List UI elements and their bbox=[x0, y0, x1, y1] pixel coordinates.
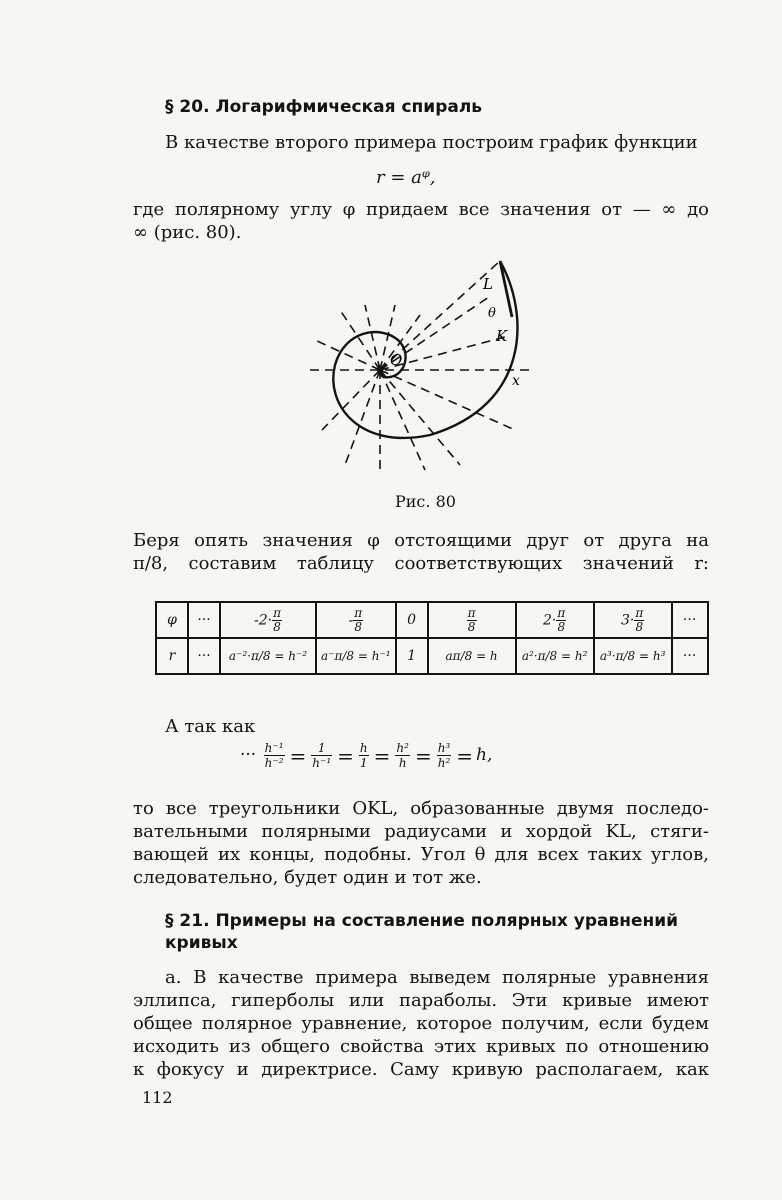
table-cell: - $\frac{\pi}{8}$ bbox=[316, 602, 396, 638]
section-20-title: § 20. Логарифмическая спираль bbox=[165, 97, 483, 117]
table-cell: ··· bbox=[672, 602, 708, 638]
paragraph-5-line: исходить из общего свойства этих кривых по отношению bbox=[133, 1036, 709, 1057]
paragraph-1 bbox=[133, 198, 709, 244]
paragraph-4-line: то все треугольники OKL, образованные двумя последо- bbox=[133, 798, 709, 819]
table-cell: ··· bbox=[188, 638, 220, 674]
paragraph-5-line: а. В качестве примера выведем полярные уравнения bbox=[165, 967, 709, 988]
table-cell: a⁻²·π/8 = h⁻² bbox=[220, 638, 316, 674]
table-cell: 0 bbox=[396, 602, 428, 638]
paragraph-2 bbox=[133, 529, 709, 575]
paragraph-5-line: общее полярное уравнение, которое получим, если будем bbox=[133, 1013, 709, 1034]
table-row bbox=[156, 602, 708, 638]
ratio-chain: ··· $\frac{\text{h⁻¹}}{\text{h⁻²}}$ = $\frac{1}{\text{h⁻¹}}$ = $\frac{h}{1}$ = $\frac{\text{h²}}{h}$ = $\frac{\text{h³}}{\text{h²}}$ = h, bbox=[240, 741, 493, 770]
table-cell: 1 bbox=[396, 638, 428, 674]
phi-r-table bbox=[155, 601, 709, 675]
paragraph-4-line: следовательно, будет один и тот же. bbox=[133, 867, 482, 888]
table-cell: r bbox=[156, 638, 188, 674]
paragraph-2-line: π/8, составим таблицу соответствующих значений r: bbox=[133, 553, 709, 574]
intro-text: В качестве второго примера построим график функции bbox=[165, 132, 698, 153]
radius-line bbox=[322, 370, 380, 430]
paragraph-5 bbox=[133, 966, 709, 1081]
table-cell: ··· bbox=[672, 638, 708, 674]
chain-tail: h, bbox=[476, 745, 493, 765]
table-cell: ··· bbox=[188, 602, 220, 638]
paragraph-4 bbox=[133, 797, 709, 889]
radius-line bbox=[365, 305, 380, 370]
label-x: x bbox=[512, 373, 520, 389]
section-21-title: § 21. Примеры на составление полярных уравнений bbox=[165, 911, 679, 931]
paragraph-4-line: вательными полярными радиусами и хордой KL, стяги- bbox=[133, 821, 709, 842]
radius-line bbox=[380, 370, 425, 470]
chord-KL bbox=[500, 261, 512, 317]
spiral-formula: r = aᵠ, bbox=[376, 167, 436, 188]
table-cell: φ bbox=[156, 602, 188, 638]
table-cell: a²·π/8 = h² bbox=[516, 638, 594, 674]
table-row bbox=[156, 638, 708, 674]
figure-caption: Рис. 80 bbox=[395, 492, 456, 511]
paragraph-2-line: Беря опять значения φ отстоящими друг от друга на bbox=[133, 530, 709, 551]
chain-fraction: $\frac{h}{1}$ bbox=[359, 741, 368, 770]
label-O: O bbox=[390, 351, 403, 369]
table-cell: -2· $\frac{\pi}{8}$ bbox=[220, 602, 316, 638]
chain-lead: ··· bbox=[240, 745, 257, 765]
label-L: L bbox=[483, 275, 493, 293]
table-cell: a⁻π/8 = h⁻¹ bbox=[316, 638, 396, 674]
radius-line bbox=[380, 370, 515, 430]
origin-point bbox=[377, 367, 383, 373]
chain-fraction: $\frac{\text{h²}}{h}$ bbox=[396, 741, 409, 770]
section-21-title-cont: кривых bbox=[165, 933, 238, 953]
paragraph-4-line: вающей их концы, подобны. Угол θ для всех таких углов, bbox=[133, 844, 709, 865]
label-theta: θ bbox=[488, 306, 496, 321]
paragraph-5-line: к фокусу и директрисе. Саму кривую располагаем, как bbox=[133, 1059, 709, 1080]
table-cell: 2· $\frac{\pi}{8}$ bbox=[516, 602, 594, 638]
chain-fraction: $\frac{1}{\text{h⁻¹}}$ bbox=[312, 741, 332, 770]
paragraph-1-line: ∞ (рис. 80). bbox=[133, 222, 242, 243]
table-cell: 3· $\frac{\pi}{8}$ bbox=[594, 602, 672, 638]
radius-line bbox=[380, 370, 460, 465]
table-cell: aπ/8 = h bbox=[428, 638, 516, 674]
page-number: 112 bbox=[142, 1088, 173, 1107]
table-cell: $\frac{\pi}{8}$ bbox=[428, 602, 516, 638]
paragraph-5-line: эллипса, гиперболы или параболы. Эти кривые имеют bbox=[133, 990, 709, 1011]
paragraph-3: А так как bbox=[165, 716, 256, 737]
table-cell: a³·π/8 = h³ bbox=[594, 638, 672, 674]
chain-fraction: $\frac{\text{h⁻¹}}{\text{h⁻²}}$ bbox=[264, 741, 284, 770]
label-K: K bbox=[496, 327, 508, 345]
spiral-figure bbox=[300, 255, 540, 475]
paragraph-1-line: где полярному углу φ придаем все значения от — ∞ до bbox=[133, 199, 709, 220]
polar-radii bbox=[310, 261, 530, 475]
chain-fraction: $\frac{\text{h³}}{\text{h²}}$ bbox=[437, 741, 451, 770]
